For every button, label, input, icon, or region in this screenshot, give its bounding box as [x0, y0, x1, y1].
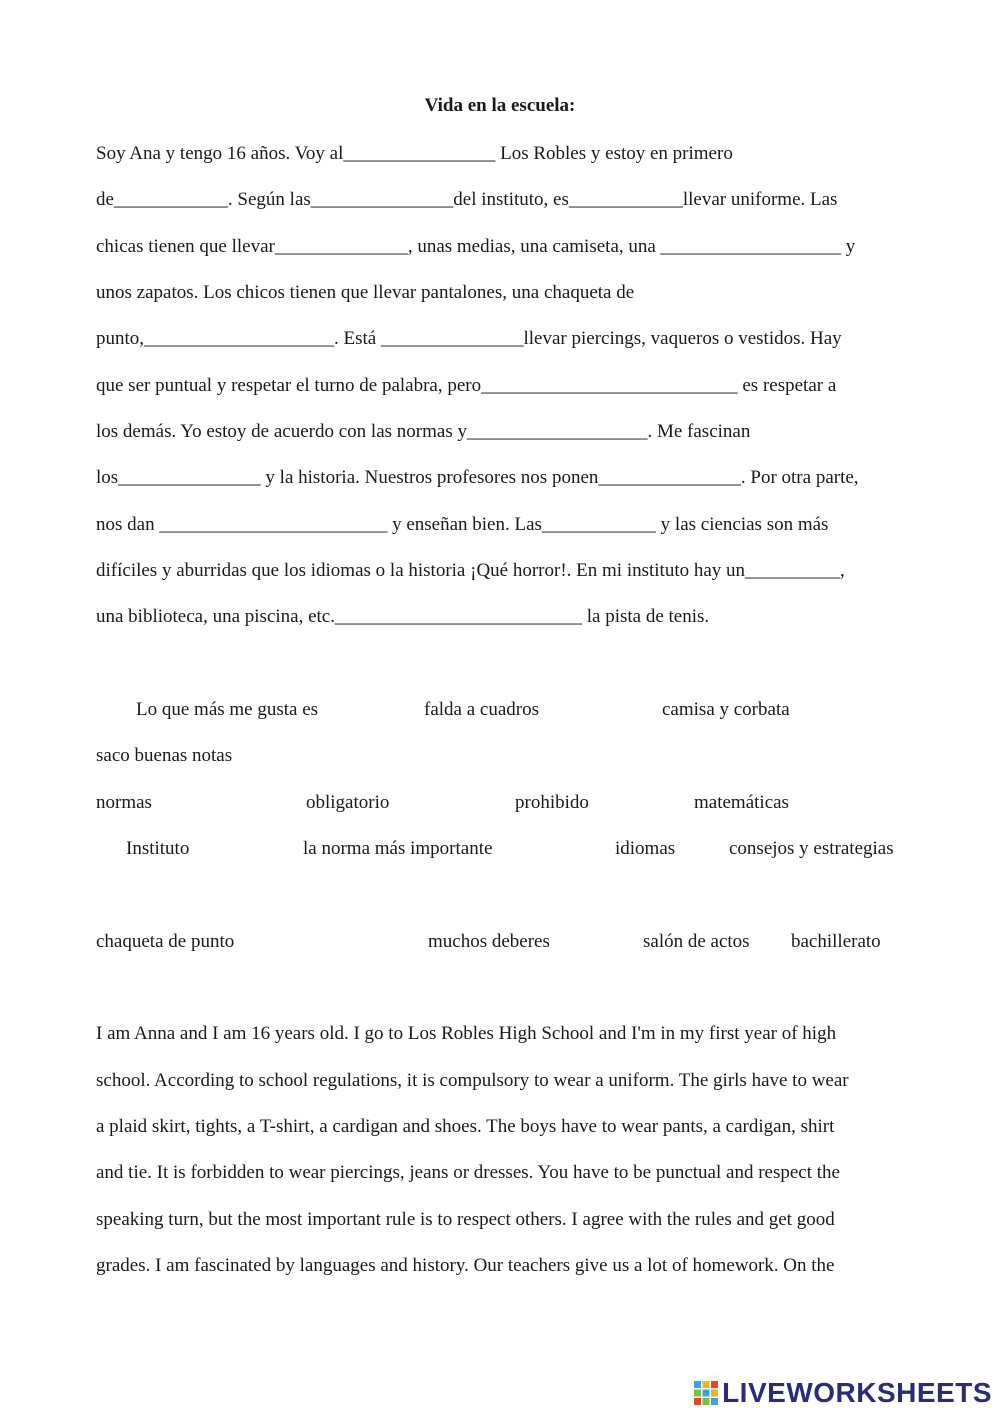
english-line: school. According to school regulations, it is compulsory to wear a uniform. The girls have to wear — [96, 1070, 849, 1091]
word-bank-item[interactable]: matemáticas — [694, 792, 789, 813]
spanish-line: chicas tienen que llevar______________, unas medias, una camiseta, una ___________________ y — [96, 236, 856, 257]
spanish-line: punto,____________________. Está _______________llevar piercings, vaqueros o vestidos. Hay — [96, 328, 842, 349]
word-bank-item[interactable]: idiomas — [615, 838, 676, 859]
word-bank-item[interactable]: prohibido — [515, 792, 589, 813]
spanish-line: los demás. Yo estoy de acuerdo con las normas y___________________. Me fascinan — [96, 421, 751, 442]
word-bank-item[interactable]: falda a cuadros — [424, 699, 539, 720]
english-line: grades. I am fascinated by languages and history. Our teachers give us a lot of homework. On the — [96, 1255, 835, 1276]
word-bank-item[interactable]: Lo que más me gusta es — [136, 699, 319, 720]
english-line: I am Anna and I am 16 years old. I go to Los Robles High School and I'm in my first year of high — [96, 1023, 837, 1044]
spanish-line: los_______________ y la historia. Nuestros profesores nos ponen_______________. Por otra parte, — [96, 467, 859, 488]
english-line: and tie. It is forbidden to wear piercings, jeans or dresses. You have to be punctual and respect the — [96, 1162, 840, 1183]
word-bank-item[interactable]: chaqueta de punto — [96, 931, 235, 952]
word-bank-item[interactable]: saco buenas notas — [96, 745, 233, 766]
word-bank-item[interactable]: muchos deberes — [428, 931, 550, 952]
word-bank-item[interactable]: camisa y corbata — [662, 699, 790, 720]
word-bank-item[interactable]: obligatorio — [306, 792, 390, 813]
spanish-line: una biblioteca, una piscina, etc.__________________________ la pista de tenis. — [96, 606, 710, 627]
english-line: speaking turn, but the most important rule is to respect others. I agree with the rules and get good — [96, 1209, 835, 1230]
worksheet-title: Vida en la escuela: — [424, 95, 576, 116]
logo-text: LIVEWORKSHEETS — [722, 1377, 992, 1408]
word-bank-item[interactable]: la norma más importante — [303, 838, 493, 859]
word-bank-item[interactable]: Instituto — [126, 838, 190, 859]
word-bank-item[interactable]: bachillerato — [791, 931, 881, 952]
spanish-line: difíciles y aburridas que los idiomas o la historia ¡Qué horror!. En mi instituto hay un__________, — [96, 560, 845, 581]
spanish-line: nos dan ________________________ y enseñan bien. Las____________ y las ciencias son más — [96, 514, 829, 535]
spanish-line: que ser puntual y respetar el turno de palabra, pero___________________________ es respetar a — [96, 375, 837, 396]
spanish-line: unos zapatos. Los chicos tienen que llevar pantalones, una chaqueta de — [96, 282, 635, 303]
word-bank-item[interactable]: normas — [96, 792, 152, 813]
spanish-line: de____________. Según las_______________del instituto, es____________llevar uniforme. Las — [96, 189, 838, 210]
word-bank-item[interactable]: consejos y estrategias — [729, 838, 894, 859]
spanish-line: Soy Ana y tengo 16 años. Voy al________________ Los Robles y estoy en primero — [96, 143, 733, 164]
english-line: a plaid skirt, tights, a T-shirt, a cardigan and shoes. The boys have to wear pants, a cardigan, shirt — [96, 1116, 835, 1137]
liveworksheets-logo — [694, 1376, 992, 1410]
word-bank-item[interactable]: salón de actos — [643, 931, 750, 952]
liveworksheets-logo-icon — [694, 1381, 718, 1405]
